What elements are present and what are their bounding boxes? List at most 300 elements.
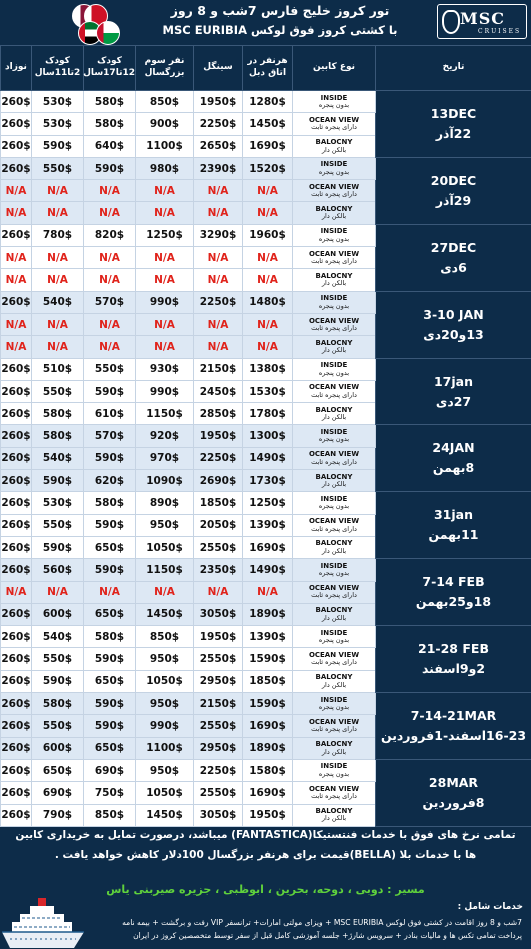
col-header-cabin-type: نوع کابین	[293, 46, 376, 91]
cabin-name: BALOCNY	[315, 472, 353, 481]
double-price: 1380$	[243, 358, 293, 380]
child-12-17-price: 580$	[84, 626, 136, 648]
cabin-type-cell	[293, 403, 376, 425]
double-price: 1950$	[243, 804, 293, 826]
third-adult-price: 1450$	[136, 804, 194, 826]
cabin-description: بدون پنجره	[318, 569, 350, 578]
cabin-name: INSIDE	[320, 561, 348, 570]
single-price: 2250$	[194, 759, 243, 781]
double-price: 1690$	[243, 135, 293, 157]
cabin-description: بالکن دار	[321, 145, 347, 154]
double-price: 1690$	[243, 782, 293, 804]
third-adult-price: 1250$	[136, 224, 194, 246]
date-persian: 8فروردین	[422, 794, 485, 810]
third-adult-price: 920$	[136, 425, 194, 447]
date-gregorian: 7-14 FEB	[422, 574, 485, 590]
child-2-11-price: N/A	[32, 269, 84, 291]
cabin-type-cell	[293, 336, 376, 358]
date-cell	[376, 693, 531, 760]
child-2-11-price: 590$	[32, 135, 84, 157]
child-12-17-price: 750$	[84, 782, 136, 804]
infant-price: 260$	[1, 291, 32, 313]
cabin-name: BALOCNY	[315, 807, 353, 816]
third-adult-price: 950$	[136, 759, 194, 781]
date-gregorian: 13DEC	[430, 105, 477, 121]
double-price: 1490$	[243, 447, 293, 469]
col-header-double: هرنفر در اتاق دبل	[243, 46, 293, 91]
cabin-description: بالکن دار	[321, 546, 347, 555]
header-titles	[130, 3, 430, 37]
child-12-17-price: N/A	[84, 180, 136, 202]
child-2-11-price: 530$	[32, 91, 84, 113]
single-price: N/A	[194, 269, 243, 291]
cabin-name: BALOCNY	[315, 405, 353, 414]
child-2-11-price: 550$	[32, 648, 84, 670]
cabin-name: BALOCNY	[315, 271, 353, 280]
cabin-type-cell	[293, 157, 376, 179]
double-price: 1690$	[243, 536, 293, 558]
double-price: 1890$	[243, 603, 293, 625]
double-price: N/A	[243, 247, 293, 269]
infant-price: 260$	[1, 737, 32, 759]
child-2-11-price: 590$	[32, 670, 84, 692]
page-subtitle: با کشتی کروز فوق لوکس MSC EURIBIA	[162, 23, 398, 37]
cabin-name: BALOCNY	[315, 740, 353, 749]
cabin-name: OCEAN VIEW	[308, 383, 360, 392]
child-12-17-price: 820$	[84, 224, 136, 246]
infant-price: 260$	[1, 425, 32, 447]
double-price: N/A	[243, 180, 293, 202]
child-2-11-price: N/A	[32, 581, 84, 603]
table-header-row	[1, 46, 531, 91]
child-2-11-price: 550$	[32, 157, 84, 179]
cabin-description: دارای پنجره ثابت	[311, 792, 357, 801]
table-row	[1, 291, 531, 313]
cabin-type-cell	[293, 536, 376, 558]
date-gregorian: 21-28 FEB	[418, 641, 489, 657]
child-2-11-price: 790$	[32, 804, 84, 826]
child-12-17-price: 570$	[84, 425, 136, 447]
child-2-11-price: 540$	[32, 626, 84, 648]
cabin-type-cell	[293, 291, 376, 313]
child-2-11-price: N/A	[32, 180, 84, 202]
date-cell	[376, 425, 531, 492]
third-adult-price: 990$	[136, 380, 194, 402]
date-cell	[376, 157, 531, 224]
child-12-17-price: N/A	[84, 313, 136, 335]
infant-price: 260$	[1, 380, 32, 402]
table-row	[1, 759, 531, 781]
cabin-description: دارای پنجره ثابت	[311, 190, 357, 199]
double-price: 1250$	[243, 492, 293, 514]
child-12-17-price: 580$	[84, 492, 136, 514]
cabin-name: OCEAN VIEW	[308, 584, 360, 593]
infant-price: 260$	[1, 514, 32, 536]
child-2-11-price: N/A	[32, 336, 84, 358]
single-price: 2050$	[194, 514, 243, 536]
cabin-name: INSIDE	[320, 428, 348, 436]
table-row	[1, 358, 531, 380]
infant-price: 260$	[1, 135, 32, 157]
table-row	[1, 626, 531, 648]
date-cell	[376, 759, 531, 826]
date-gregorian: 28MAR	[428, 774, 479, 790]
cabin-name: BALOCNY	[315, 606, 353, 615]
cabin-type-cell	[293, 715, 376, 737]
infant-price: 260$	[1, 536, 32, 558]
date-gregorian: 17jan	[433, 373, 473, 389]
cabin-description: بالکن دار	[321, 346, 347, 355]
third-adult-price: N/A	[136, 180, 194, 202]
child-12-17-price: N/A	[84, 202, 136, 224]
date-persian: 22آذر	[435, 125, 472, 141]
child-2-11-price: 530$	[32, 492, 84, 514]
cabin-name: INSIDE	[320, 628, 348, 637]
child-12-17-price: 650$	[84, 536, 136, 558]
single-price: 2250$	[194, 113, 243, 135]
cabin-description: دارای پنجره ثابت	[311, 257, 357, 266]
cabin-type-cell	[293, 759, 376, 781]
cabin-description: بدون پنجره	[318, 435, 350, 444]
flags-group	[72, 4, 122, 44]
child-12-17-price: 650$	[84, 603, 136, 625]
date-cell	[376, 91, 531, 158]
cabin-description: دارای پنجره ثابت	[311, 457, 357, 466]
child-12-17-price: 590$	[84, 648, 136, 670]
infant-price: 260$	[1, 559, 32, 581]
page-title: تور کروز خلیج فارس 7شب و 8 روز	[170, 3, 390, 18]
infant-price: 260$	[1, 782, 32, 804]
double-price: 1580$	[243, 759, 293, 781]
child-12-17-price: 620$	[84, 470, 136, 492]
third-adult-price: 1100$	[136, 737, 194, 759]
double-price: 1390$	[243, 626, 293, 648]
double-price: 1520$	[243, 157, 293, 179]
child-12-17-price: 590$	[84, 715, 136, 737]
cabin-description: دارای پنجره ثابت	[311, 123, 357, 132]
third-adult-price: 1050$	[136, 536, 194, 558]
cabin-description: بدون پنجره	[318, 234, 350, 243]
third-adult-price: 890$	[136, 492, 194, 514]
col-header-date: تاریخ	[376, 46, 531, 91]
services-line-1: 7شب و 8 روز اقامت در کشتی فوق لوکس MSC EURIBIA + ویزای مولتی امارات+ ترانسفر VIP رفت و برگشت + بیمه نامه	[122, 918, 522, 927]
double-price: 1690$	[243, 715, 293, 737]
table-body	[1, 91, 531, 827]
cabin-type-cell	[293, 180, 376, 202]
date-persian: 6دی	[440, 259, 467, 275]
child-2-11-price: 560$	[32, 559, 84, 581]
cabin-type-cell	[293, 202, 376, 224]
cabin-type-cell	[293, 380, 376, 402]
double-price: 1590$	[243, 693, 293, 715]
third-adult-price: 1050$	[136, 782, 194, 804]
third-adult-price: 1450$	[136, 603, 194, 625]
cabin-type-cell	[293, 224, 376, 246]
single-price: 2150$	[194, 693, 243, 715]
date-cell	[376, 224, 531, 291]
infant-price: 260$	[1, 804, 32, 826]
child-12-17-price: 590$	[84, 380, 136, 402]
child-12-17-price: N/A	[84, 247, 136, 269]
third-adult-price: 950$	[136, 648, 194, 670]
cabin-type-cell	[293, 670, 376, 692]
cabin-type-cell	[293, 514, 376, 536]
child-2-11-price: 550$	[32, 514, 84, 536]
child-12-17-price: 610$	[84, 403, 136, 425]
double-price: N/A	[243, 202, 293, 224]
cabin-name: INSIDE	[320, 695, 348, 704]
cabin-type-cell	[293, 782, 376, 804]
infant-price: 260$	[1, 91, 32, 113]
double-price: 1390$	[243, 514, 293, 536]
cabin-type-cell	[293, 447, 376, 469]
cabin-name: OCEAN VIEW	[308, 316, 360, 325]
cabin-description: دارای پنجره ثابت	[311, 658, 357, 667]
cabin-name: OCEAN VIEW	[308, 450, 360, 459]
third-adult-price: N/A	[136, 313, 194, 335]
cabin-name: INSIDE	[320, 227, 348, 236]
cabin-type-cell	[293, 693, 376, 715]
cabin-type-cell	[293, 648, 376, 670]
child-2-11-price: 590$	[32, 470, 84, 492]
cabin-name: OCEAN VIEW	[308, 115, 360, 124]
third-adult-price: 1150$	[136, 559, 194, 581]
cabin-description: بدون پنجره	[318, 301, 350, 310]
msc-cruises-logo	[437, 4, 527, 39]
logo-brand: MSC	[460, 9, 505, 28]
child-12-17-price: N/A	[84, 269, 136, 291]
cabin-name: INSIDE	[320, 93, 348, 102]
date-cell	[376, 291, 531, 358]
single-price: 2250$	[194, 447, 243, 469]
infant-price: 260$	[1, 626, 32, 648]
infant-price: 260$	[1, 715, 32, 737]
cabin-type-cell	[293, 492, 376, 514]
child-2-11-price: 580$	[32, 403, 84, 425]
crown-icon	[442, 10, 460, 34]
date-persian: 11بهمن	[428, 527, 479, 543]
cabin-description: بالکن دار	[321, 212, 347, 221]
child-2-11-price: 580$	[32, 693, 84, 715]
single-price: 2850$	[194, 403, 243, 425]
infant-price: N/A	[1, 313, 32, 335]
third-adult-price: 950$	[136, 693, 194, 715]
child-12-17-price: 640$	[84, 135, 136, 157]
third-adult-price: 1100$	[136, 135, 194, 157]
infant-price: N/A	[1, 269, 32, 291]
infant-price: 260$	[1, 670, 32, 692]
cabin-type-cell	[293, 581, 376, 603]
cabin-description: بالکن دار	[321, 279, 347, 288]
child-2-11-price: 690$	[32, 782, 84, 804]
date-persian: 13و20دی	[423, 326, 484, 342]
cabin-name: INSIDE	[320, 160, 348, 169]
infant-price: N/A	[1, 247, 32, 269]
double-price: 1280$	[243, 91, 293, 113]
table-row	[1, 224, 531, 246]
cabin-description: بالکن دار	[321, 613, 347, 622]
date-persian: 8بهمن	[432, 460, 475, 476]
double-price: N/A	[243, 313, 293, 335]
single-price: N/A	[194, 313, 243, 335]
date-persian: 27دی	[435, 393, 472, 409]
infant-price: 260$	[1, 759, 32, 781]
child-12-17-price: 590$	[84, 157, 136, 179]
pricing-note: تمامی نرخ های فوق با خدمات فنتستیکا(FANTASTICA) میباشد، درصورت تمایل به خریداری کابین ها با خدمات بلا (BELLA)قیمت برای هرنفر بزرگسال 100دلار کاهش خواهد یافت .	[15, 829, 516, 861]
single-price: 3290$	[194, 224, 243, 246]
third-adult-price: 1090$	[136, 470, 194, 492]
infant-price: N/A	[1, 336, 32, 358]
single-price: 2350$	[194, 559, 243, 581]
cabin-type-cell	[293, 559, 376, 581]
single-price: N/A	[194, 247, 243, 269]
cabin-description: بالکن دار	[321, 479, 347, 488]
date-gregorian: 24JAN	[432, 440, 475, 456]
cabin-description: بدون پنجره	[318, 636, 350, 645]
date-persian: 16-23اسفند-1فروردین	[380, 727, 527, 743]
cabin-description: دارای پنجره ثابت	[311, 390, 357, 399]
double-price: 1530$	[243, 380, 293, 402]
double-price: 1960$	[243, 224, 293, 246]
route-text: مسیر : دوبی ، دوحه، بحرین ، ابوظبی ، جزیره صیربنی یاس	[106, 883, 425, 896]
child-2-11-price: 510$	[32, 358, 84, 380]
double-price: 1890$	[243, 737, 293, 759]
double-price: N/A	[243, 269, 293, 291]
date-gregorian: 31jan	[433, 507, 473, 523]
header	[0, 0, 531, 44]
child-2-11-price: 530$	[32, 113, 84, 135]
third-adult-price: 850$	[136, 91, 194, 113]
third-adult-price: N/A	[136, 202, 194, 224]
cabin-description: دارای پنجره ثابت	[311, 591, 357, 600]
infant-price: 260$	[1, 358, 32, 380]
table-row	[1, 693, 531, 715]
cabin-name: INSIDE	[320, 294, 348, 303]
double-price: 1590$	[243, 648, 293, 670]
third-adult-price: 980$	[136, 157, 194, 179]
single-price: 1850$	[194, 492, 243, 514]
infant-price: 260$	[1, 492, 32, 514]
date-persian: 2و9اسفند	[421, 661, 486, 677]
cabin-name: BALOCNY	[315, 673, 353, 682]
cabin-name: OCEAN VIEW	[308, 182, 360, 191]
third-adult-price: N/A	[136, 247, 194, 269]
third-adult-price: 970$	[136, 447, 194, 469]
child-12-17-price: 590$	[84, 447, 136, 469]
cabin-type-cell	[293, 247, 376, 269]
child-2-11-price: 550$	[32, 380, 84, 402]
child-2-11-price: 580$	[32, 425, 84, 447]
single-price: 2550$	[194, 782, 243, 804]
cabin-name: INSIDE	[320, 762, 348, 771]
child-2-11-price: 600$	[32, 603, 84, 625]
child-2-11-price: 590$	[32, 536, 84, 558]
child-12-17-price: 690$	[84, 759, 136, 781]
logo-subtitle: CRUISES	[478, 28, 522, 35]
child-12-17-price: 580$	[84, 113, 136, 135]
cabin-type-cell	[293, 425, 376, 447]
cabin-name: INSIDE	[320, 361, 348, 370]
child-2-11-price: N/A	[32, 247, 84, 269]
infant-price: 260$	[1, 447, 32, 469]
cabin-name: INSIDE	[320, 494, 348, 503]
cabin-description: بدون پنجره	[318, 702, 350, 711]
table-row	[1, 492, 531, 514]
single-price: 3050$	[194, 603, 243, 625]
cabin-description: بدون پنجره	[318, 502, 350, 511]
double-price: 1730$	[243, 470, 293, 492]
infant-price: 260$	[1, 113, 32, 135]
cabin-name: OCEAN VIEW	[308, 517, 360, 526]
date-cell	[376, 559, 531, 626]
child-12-17-price: 570$	[84, 291, 136, 313]
child-2-11-price: N/A	[32, 202, 84, 224]
infant-price: N/A	[1, 202, 32, 224]
child-12-17-price: 590$	[84, 559, 136, 581]
third-adult-price: N/A	[136, 336, 194, 358]
col-header-single: سینگل	[194, 46, 243, 91]
single-price: N/A	[194, 180, 243, 202]
third-adult-price: 1050$	[136, 670, 194, 692]
date-gregorian: 3-10 JAN	[423, 306, 484, 322]
price-table	[0, 45, 531, 827]
infant-price: N/A	[1, 180, 32, 202]
cabin-type-cell	[293, 358, 376, 380]
infant-price: N/A	[1, 581, 32, 603]
single-price: 2650$	[194, 135, 243, 157]
single-price: 2690$	[194, 470, 243, 492]
cabin-description: بالکن دار	[321, 814, 347, 823]
child-12-17-price: 580$	[84, 91, 136, 113]
cabin-description: دارای پنجره ثابت	[311, 725, 357, 734]
third-adult-price: N/A	[136, 269, 194, 291]
third-adult-price: 900$	[136, 113, 194, 135]
single-price: 1950$	[194, 626, 243, 648]
single-price: 2950$	[194, 670, 243, 692]
double-price: N/A	[243, 336, 293, 358]
child-2-11-price: N/A	[32, 313, 84, 335]
child-12-17-price: 550$	[84, 358, 136, 380]
services-line-2: پرداخت تمامی تکس ها و مالیات بنادر + سرویس شارژ+ جلسه آموزشی کامل قبل از سفر توسط متخصصین کروز در ایران	[133, 930, 522, 940]
third-adult-price: 1150$	[136, 403, 194, 425]
child-2-11-price: 540$	[32, 447, 84, 469]
cabin-name: OCEAN VIEW	[308, 650, 360, 659]
date-gregorian: 7-14-21MAR	[410, 707, 497, 723]
single-price: N/A	[194, 336, 243, 358]
date-cell	[376, 358, 531, 425]
services-title: خدمات شامل :	[457, 902, 523, 912]
cabin-description: بدون پنجره	[318, 368, 350, 377]
table-row	[1, 157, 531, 179]
single-price: 2250$	[194, 291, 243, 313]
cabin-name: OCEAN VIEW	[308, 784, 360, 793]
col-header-third-adult: نفر سوم بزرگسال	[136, 46, 194, 91]
cabin-type-cell	[293, 603, 376, 625]
child-2-11-price: 780$	[32, 224, 84, 246]
cabin-type-cell	[293, 626, 376, 648]
double-price: 1850$	[243, 670, 293, 692]
child-12-17-price: 650$	[84, 670, 136, 692]
cabin-name: BALOCNY	[315, 539, 353, 548]
child-12-17-price: 590$	[84, 693, 136, 715]
double-price: N/A	[243, 581, 293, 603]
cabin-name: BALOCNY	[315, 338, 353, 347]
date-persian: 18و25بهمن	[415, 594, 492, 610]
infant-price: 260$	[1, 693, 32, 715]
double-price: 1480$	[243, 291, 293, 313]
double-price: 1450$	[243, 113, 293, 135]
single-price: 2550$	[194, 648, 243, 670]
